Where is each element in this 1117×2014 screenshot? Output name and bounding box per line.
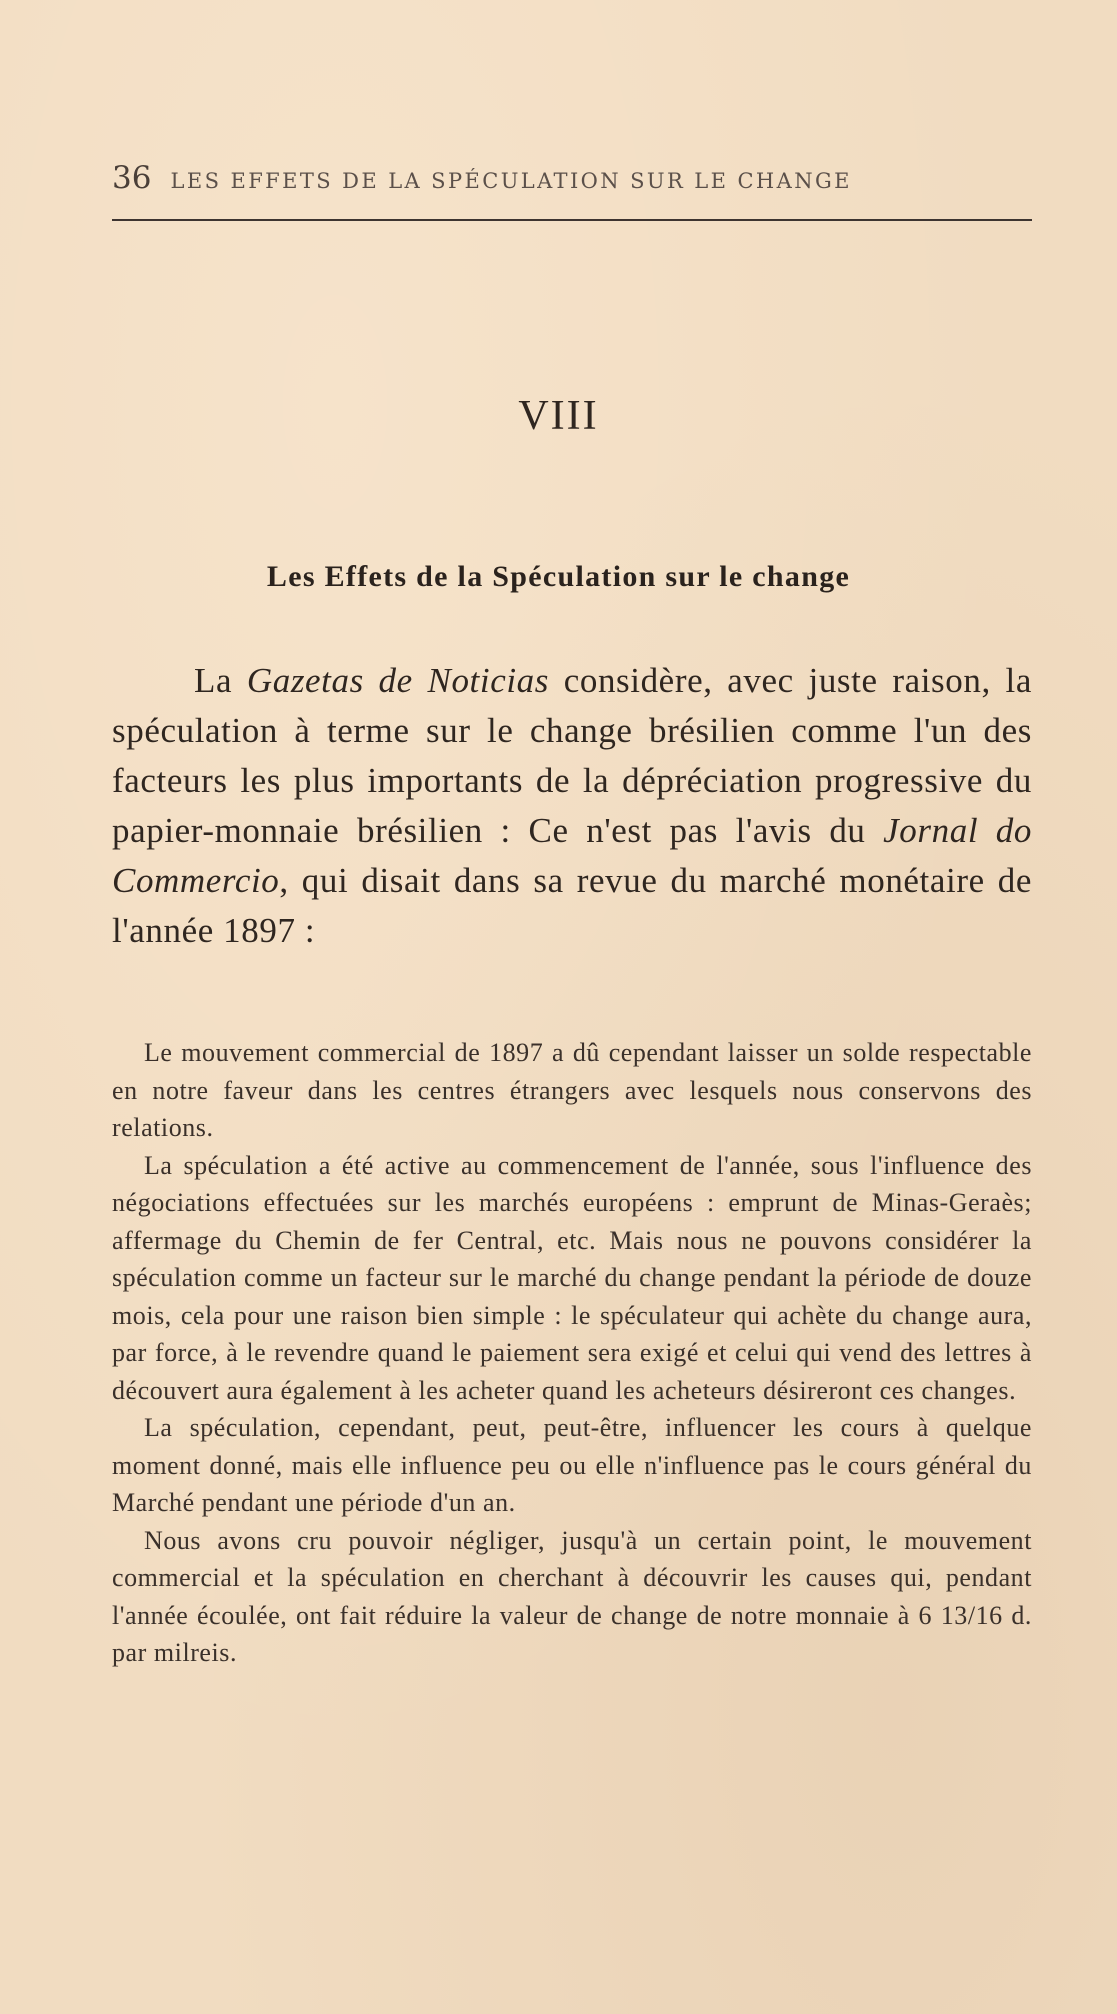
intro-text-part-3: , qui disait dans sa revue du marché monétaire de l'année 1897 : [112,861,1032,950]
page-number: 36 [112,160,152,196]
newspaper-title-gazetas: Gazetas de Noticias [246,661,549,700]
intro-paragraph [112,656,1032,956]
quote-paragraph-1: Le mouvement commercial de 1897 a dû cependant laisser un solde respectable en notre faveur dans les centres étrangers avec lesquels nous conservons des relations. [112,1038,1032,1142]
chapter-title: Les Effets de la Spéculation sur le change [266,560,851,593]
running-title: LES EFFETS DE LA SPÉCULATION SUR LE CHANGE [170,169,852,193]
quote-paragraph-3: La spéculation, cependant, peut, peut-être, influencer les cours à quelque moment donné, mais elle influence peu ou elle n'influence pas le cours général du Marché pendant une période d'un an. [112,1413,1032,1517]
chapter-number: VIII [518,393,599,439]
intro-text-part-2: considère, avec juste raison, la spéculation à terme sur le change brésilien comme l'un des facteurs les plus importants de la dépréciation progressive du papier-monnaie brésilien : Ce n'est pas l'avis du [112,661,1033,850]
newspaper-title-jornal: Jornal do Commercio [112,811,1032,900]
quoted-passage [112,1034,1032,1672]
quote-paragraph-2: La spéculation a été active au commencement de l'année, sous l'influence des négociations effectuées sur les marchés européens : emprunt de Minas-Geraès; affermage du Chemin de fer Central, etc. Mais nous ne pouvons considérer la spéculation comme un facteur sur le marché du change pendant la période de douze mois, cela pour une raison bien simple : le spéculateur qui achète du change aura, par force, à le revendre quand le paiement sera exigé et celui qui vend des lettres à découvert aura également à les acheter quand les acheteurs désireront ces changes. [112,1150,1032,1405]
intro-text-part-1: La [194,661,247,700]
header-rule [112,219,1032,221]
running-header [112,160,1032,196]
quote-paragraph-4: Nous avons cru pouvoir négliger, jusqu'à un certain point, le mouvement commercial et la spéculation en cherchant à découvrir les causes qui, pendant l'année écoulée, ont fait réduire la valeur de change de notre monnaie à 6 13/16 d. par milreis. [112,1525,1032,1667]
intro-text [112,656,1032,956]
